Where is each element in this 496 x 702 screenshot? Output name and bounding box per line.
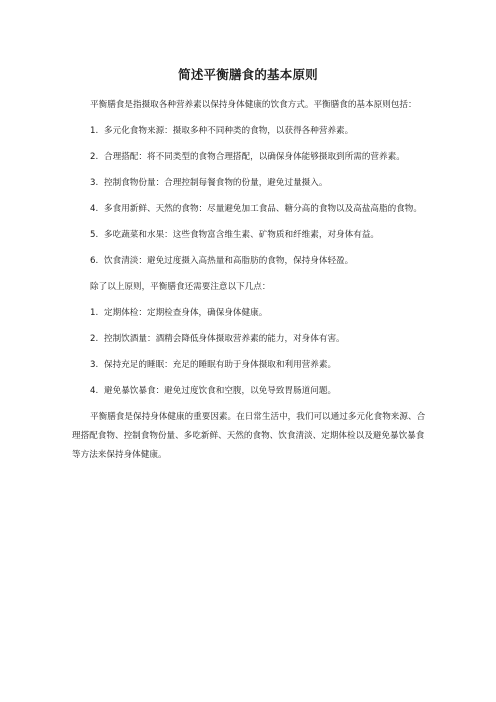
list-number: 1. xyxy=(90,308,99,318)
list-text: 定期体检：定期检查身体，确保身体健康。 xyxy=(104,308,268,318)
list-text: 多元化食物来源：摄取多种不同种类的食物，以获得各种营养素。 xyxy=(104,126,354,136)
list-item xyxy=(72,200,428,219)
list-number: 2. xyxy=(90,334,99,344)
list-item xyxy=(72,356,428,375)
list-text: 合理搭配：将不同类型的食物合理搭配，以确保身体能够摄取到所需的营养素。 xyxy=(104,152,405,162)
list-number: 1. xyxy=(90,126,99,136)
list-text: 多食用新鲜、天然的食物：尽量避免加工食品、糖分高的食物以及高盐高脂的食物。 xyxy=(104,204,422,214)
list-item xyxy=(72,174,428,193)
list-item xyxy=(72,122,428,141)
list-number: 4. xyxy=(90,386,99,396)
list-text: 控制食物份量：合理控制每餐食物的份量，避免过量摄入。 xyxy=(104,178,328,188)
list-number: 5. xyxy=(90,230,99,240)
list-item xyxy=(72,330,428,349)
list-number: 3. xyxy=(90,178,99,188)
list-text: 多吃蔬菜和水果：这些食物富含维生素、矿物质和纤维素，对身体有益。 xyxy=(104,230,380,240)
list-text: 保持充足的睡眠：充足的睡眠有助于身体摄取和利用营养素。 xyxy=(104,360,337,370)
conclusion-paragraph: 平衡膳食是保持身体健康的重要因素。在日常生活中，我们可以通过多元化食物来源、合理搭配食物、控制食物份量、多吃新鲜、天然的食物、饮食清淡、定期体检以及避免暴饮暴食等方法来保持身体健康。 xyxy=(72,412,426,460)
list-number: 6. xyxy=(90,256,99,266)
list-text: 避免暴饮暴食：避免过度饮食和空腹，以免导致胃肠道问题。 xyxy=(104,386,337,396)
document-body xyxy=(72,96,428,472)
intro-paragraph: 平衡膳食是指摄取各种营养素以保持身体健康的饮食方式。平衡膳食的基本原则包括： xyxy=(90,100,417,110)
principles-list xyxy=(72,122,428,271)
list-item xyxy=(72,148,428,167)
list-number: 3. xyxy=(90,360,99,370)
document-title: 简述平衡膳食的基本原则 xyxy=(178,67,318,82)
list-item xyxy=(72,226,428,245)
list-item xyxy=(72,382,428,401)
list-item xyxy=(72,304,428,323)
list-number: 2. xyxy=(90,152,99,162)
list-item xyxy=(72,252,428,271)
list-text: 控制饮酒量：酒精会降低身体摄取营养素的能力，对身体有害。 xyxy=(104,334,345,344)
list-text: 饮食清淡：避免过度摄入高热量和高脂肪的食物，保持身体轻盈。 xyxy=(104,256,354,266)
extras-list xyxy=(72,304,428,401)
extra-intro-paragraph: 除了以上原则，平衡膳食还需要注意以下几点： xyxy=(90,282,271,292)
list-number: 4. xyxy=(90,204,99,214)
